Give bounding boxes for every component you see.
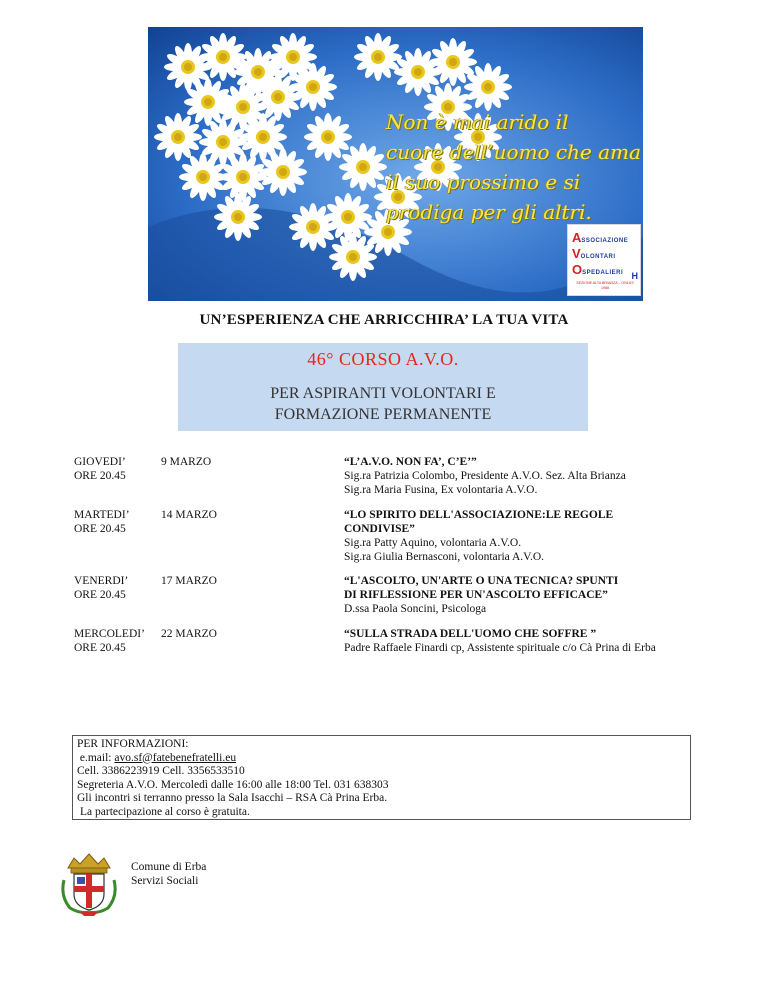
time: ORE 20.45 [74, 523, 126, 535]
logo-subtitle [571, 281, 639, 291]
time: ORE 20.45 [74, 642, 126, 654]
topic-title: “SULLA STRADA DELL'UOMO CHE SOFFRE ” [344, 628, 597, 640]
logo-initial: A [572, 230, 582, 245]
logo-subtitle-text: SEZIONE ALTA BRIANZA – ONLUS [576, 281, 634, 285]
logo-year: 1988 [601, 286, 609, 290]
logo-initial: V [572, 246, 581, 261]
speaker: Padre Raffaele Finardi cp, Assistente spirituale c/o Cà Prina di Erba [344, 642, 656, 654]
avo-logo [567, 224, 641, 296]
topic-title: “LO SPIRITO DELL'ASSOCIAZIONE:LE REGOLE [344, 509, 614, 521]
info-heading: PER INFORMAZIONI: [77, 738, 189, 750]
time: ORE 20.45 [74, 470, 126, 482]
quote-line: il suo prossimo e si [386, 170, 581, 194]
course-subtitle-line: PER ASPIRANTI VOLONTARI E [270, 385, 496, 402]
logo-word: SPEDALIERI [582, 270, 624, 276]
info-free: La partecipazione al corso è gratuita. [80, 805, 250, 818]
tagline: UN’ESPERIENZA CHE ARRICCHIRA’ LA TUA VITA [199, 312, 569, 328]
speaker: Sig.ra Giulia Bernasconi, volontaria A.V.O. [344, 551, 545, 563]
logo-word: SSOCIAZIONE [581, 238, 629, 244]
weekday: MERCOLEDI’ [74, 628, 145, 640]
course-subtitle-line: FORMAZIONE PERMANENTE [274, 406, 492, 423]
logo-suffix: H [631, 271, 638, 281]
schedule-day [74, 627, 154, 655]
municipality-name: Comune di Erba [131, 861, 207, 873]
schedule-topic [344, 455, 764, 497]
speaker: D.ssa Paola Soncini, Psicologa [344, 603, 487, 615]
speaker: Sig.ra Maria Fusina, Ex volontaria A.V.O. [344, 484, 538, 496]
schedule-day [74, 455, 154, 483]
logo-word: OLONTARI [580, 254, 616, 260]
course-title: 46° CORSO A.V.O. [307, 349, 459, 369]
topic-title: DI RIFLESSIONE PER UN'ASCOLTO EFFICACE” [344, 589, 608, 601]
schedule-date: 17 MARZO [161, 575, 217, 587]
schedule-date: 22 MARZO [161, 628, 217, 640]
info-box [72, 735, 691, 820]
schedule-topic [344, 627, 764, 655]
course-subtitle [178, 383, 588, 425]
municipality-label [131, 860, 206, 888]
schedule-topic [344, 574, 764, 616]
email-link[interactable]: avo.sf@fatebenefratelli.eu [114, 751, 237, 764]
department-name: Servizi Sociali [131, 875, 199, 887]
topic-title: “L’A.V.O. NON FA’, C’E’” [344, 456, 477, 468]
banner-quote [386, 107, 643, 227]
schedule-date: 14 MARZO [161, 509, 217, 521]
weekday: MARTEDI’ [74, 509, 130, 521]
schedule-day [74, 508, 154, 536]
speaker: Sig.ra Patty Aquino, volontaria A.V.O. [344, 537, 522, 549]
schedule-date: 9 MARZO [161, 456, 212, 468]
info-secretariat: Segreteria A.V.O. Mercoledì dalle 16:00 alle 18:00 Tel. 031 638303 [77, 778, 389, 791]
schedule-day [74, 574, 154, 602]
topic-title: CONDIVISE” [344, 523, 415, 535]
quote-line: prodiga per gli altri. [386, 200, 592, 224]
weekday: VENERDI’ [74, 575, 129, 587]
topic-title: “L'ASCOLTO, UN'ARTE O UNA TECNICA? SPUNTI [344, 575, 619, 587]
info-venue: Gli incontri si terranno presso la Sala Isacchi – RSA Cà Prina Erba. [77, 792, 388, 804]
speaker: Sig.ra Patrizia Colombo, Presidente A.V.O. Sez. Alta Brianza [344, 470, 626, 482]
coat-of-arms-icon [60, 850, 118, 916]
time: ORE 20.45 [74, 589, 126, 601]
info-phones: Cell. 3386223919 Cell. 3356533510 [77, 765, 245, 777]
info-email-line [77, 752, 686, 766]
weekday: GIOVEDI’ [74, 456, 126, 468]
quote-line: Non è mai arido il [386, 110, 569, 134]
logo-initial: O [572, 262, 583, 277]
course-title-box [178, 343, 588, 431]
schedule-topic [344, 508, 764, 564]
email-label: e.mail: [79, 751, 112, 764]
quote-line: cuore dell’uomo che ama [386, 140, 642, 164]
